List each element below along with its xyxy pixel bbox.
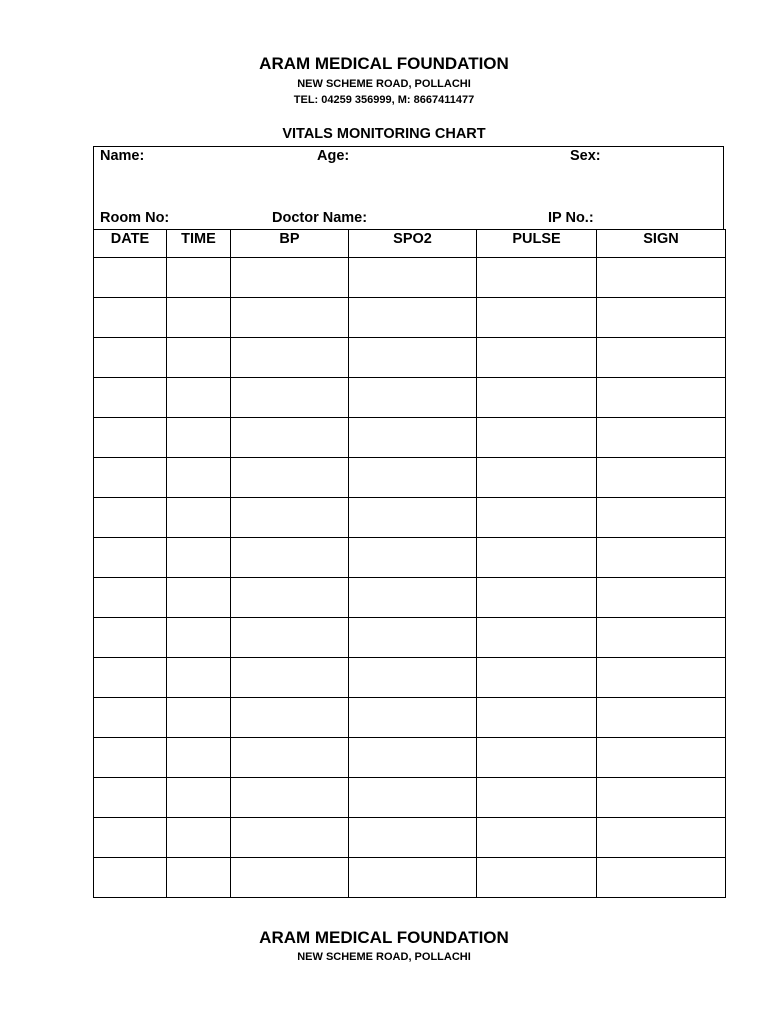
cell-spo2 — [349, 298, 477, 338]
cell-pulse — [477, 858, 597, 898]
column-header-bp: BP — [231, 230, 349, 258]
cell-pulse — [477, 498, 597, 538]
cell-sign — [597, 458, 726, 498]
vitals-table — [93, 229, 726, 898]
cell-sign — [597, 578, 726, 618]
header-address: NEW SCHEME ROAD, POLLACHI — [297, 78, 471, 90]
cell-date — [94, 858, 167, 898]
patient-info-box — [93, 146, 724, 230]
cell-bp — [231, 658, 349, 698]
cell-time — [167, 778, 231, 818]
cell-sign — [597, 698, 726, 738]
cell-date — [94, 778, 167, 818]
cell-time — [167, 258, 231, 298]
cell-time — [167, 618, 231, 658]
cell-bp — [231, 458, 349, 498]
footer-address: NEW SCHEME ROAD, POLLACHI — [297, 951, 471, 963]
doctor-name-label: Doctor Name: — [272, 210, 368, 226]
cell-pulse — [477, 298, 597, 338]
header-contact: TEL: 04259 356999, M: 8667411477 — [293, 94, 475, 106]
cell-spo2 — [349, 698, 477, 738]
cell-spo2 — [349, 258, 477, 298]
table-row — [94, 298, 726, 338]
cell-spo2 — [349, 338, 477, 378]
table-row — [94, 658, 726, 698]
cell-date — [94, 298, 167, 338]
cell-bp — [231, 858, 349, 898]
cell-time — [167, 498, 231, 538]
cell-date — [94, 458, 167, 498]
cell-pulse — [477, 658, 597, 698]
cell-date — [94, 698, 167, 738]
cell-spo2 — [349, 498, 477, 538]
cell-pulse — [477, 418, 597, 458]
cell-bp — [231, 818, 349, 858]
cell-time — [167, 658, 231, 698]
cell-time — [167, 538, 231, 578]
cell-sign — [597, 538, 726, 578]
cell-bp — [231, 698, 349, 738]
column-header-date: DATE — [94, 230, 167, 258]
cell-bp — [231, 258, 349, 298]
cell-date — [94, 258, 167, 298]
cell-date — [94, 378, 167, 418]
cell-time — [167, 298, 231, 338]
cell-sign — [597, 658, 726, 698]
table-row — [94, 578, 726, 618]
name-label: Name: — [100, 148, 145, 164]
cell-time — [167, 578, 231, 618]
table-row — [94, 378, 726, 418]
cell-sign — [597, 738, 726, 778]
cell-sign — [597, 818, 726, 858]
cell-spo2 — [349, 418, 477, 458]
cell-sign — [597, 778, 726, 818]
header-org-name: ARAM MEDICAL FOUNDATION — [259, 54, 509, 73]
cell-pulse — [477, 778, 597, 818]
cell-date — [94, 538, 167, 578]
table-row — [94, 338, 726, 378]
cell-time — [167, 818, 231, 858]
ip-no-label: IP No.: — [548, 210, 594, 226]
cell-time — [167, 738, 231, 778]
column-header-pulse: PULSE — [477, 230, 597, 258]
cell-sign — [597, 378, 726, 418]
cell-pulse — [477, 538, 597, 578]
cell-sign — [597, 418, 726, 458]
vitals-table-body — [94, 258, 726, 898]
cell-bp — [231, 418, 349, 458]
cell-time — [167, 698, 231, 738]
cell-sign — [597, 858, 726, 898]
cell-pulse — [477, 698, 597, 738]
table-row — [94, 618, 726, 658]
chart-title: VITALS MONITORING CHART — [282, 126, 486, 142]
cell-date — [94, 818, 167, 858]
cell-bp — [231, 778, 349, 818]
cell-sign — [597, 258, 726, 298]
cell-time — [167, 338, 231, 378]
cell-bp — [231, 378, 349, 418]
cell-date — [94, 578, 167, 618]
table-row — [94, 698, 726, 738]
cell-bp — [231, 338, 349, 378]
table-row — [94, 738, 726, 778]
column-header-time: TIME — [167, 230, 231, 258]
cell-spo2 — [349, 778, 477, 818]
cell-spo2 — [349, 658, 477, 698]
table-row — [94, 258, 726, 298]
cell-bp — [231, 538, 349, 578]
cell-bp — [231, 738, 349, 778]
room-no-label: Room No: — [100, 210, 170, 226]
cell-time — [167, 418, 231, 458]
cell-date — [94, 498, 167, 538]
table-row — [94, 538, 726, 578]
cell-date — [94, 338, 167, 378]
sex-label: Sex: — [570, 148, 601, 164]
cell-spo2 — [349, 578, 477, 618]
cell-spo2 — [349, 538, 477, 578]
cell-pulse — [477, 258, 597, 298]
cell-pulse — [477, 458, 597, 498]
cell-pulse — [477, 618, 597, 658]
cell-time — [167, 858, 231, 898]
cell-sign — [597, 338, 726, 378]
table-row — [94, 858, 726, 898]
table-header-row — [94, 230, 726, 258]
cell-bp — [231, 498, 349, 538]
cell-bp — [231, 298, 349, 338]
cell-pulse — [477, 578, 597, 618]
cell-spo2 — [349, 458, 477, 498]
cell-date — [94, 738, 167, 778]
cell-spo2 — [349, 738, 477, 778]
table-row — [94, 498, 726, 538]
cell-pulse — [477, 738, 597, 778]
table-row — [94, 418, 726, 458]
cell-spo2 — [349, 818, 477, 858]
cell-date — [94, 418, 167, 458]
cell-sign — [597, 298, 726, 338]
cell-pulse — [477, 378, 597, 418]
cell-sign — [597, 618, 726, 658]
table-row — [94, 458, 726, 498]
cell-spo2 — [349, 378, 477, 418]
cell-pulse — [477, 818, 597, 858]
cell-bp — [231, 578, 349, 618]
column-header-spo2: SPO2 — [349, 230, 477, 258]
cell-pulse — [477, 338, 597, 378]
age-label: Age: — [317, 148, 350, 164]
cell-sign — [597, 498, 726, 538]
footer-org-name: ARAM MEDICAL FOUNDATION — [259, 928, 509, 947]
cell-date — [94, 658, 167, 698]
cell-spo2 — [349, 618, 477, 658]
column-header-sign: SIGN — [597, 230, 726, 258]
cell-time — [167, 378, 231, 418]
table-row — [94, 778, 726, 818]
cell-spo2 — [349, 858, 477, 898]
cell-date — [94, 618, 167, 658]
cell-bp — [231, 618, 349, 658]
cell-time — [167, 458, 231, 498]
table-row — [94, 818, 726, 858]
